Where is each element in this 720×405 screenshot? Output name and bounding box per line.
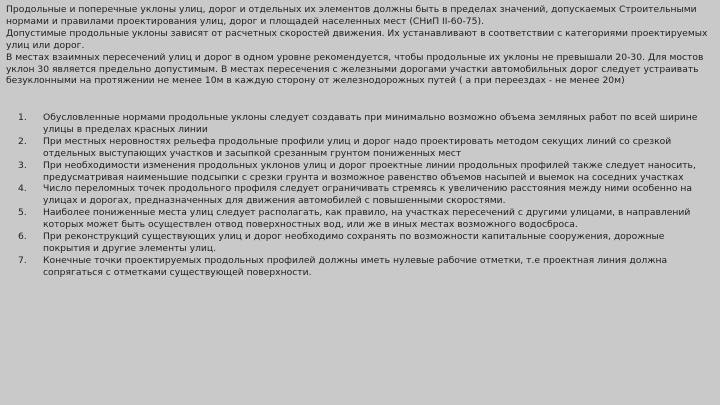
list-item — [6, 136, 714, 160]
list-item-number: 7. — [18, 254, 27, 266]
list-item-number: 1. — [18, 112, 27, 123]
list-item-number: 3. — [18, 159, 27, 171]
list-item-number: 5. — [18, 207, 27, 219]
list-item — [6, 231, 714, 255]
intro-paragraph: Продольные и поперечные уклоны улиц, дорог и отдельных их элементов должны быть в пределах значений, допускаемых Строительными нормами и правилами проектирования улиц, дорог и площадей населенных мест (СНиП II-60-75). — [6, 4, 697, 27]
list-item-text: При местных неровностях рельефа продольные профили улиц и дорог надо проектировать методом секущих линий со срезкой отдельных выступающих участков и засыпкой срезанным грунтом пониженных мест — [43, 135, 672, 159]
numbered-list — [6, 112, 714, 279]
list-item-text: Наиболее пониженные места улиц следует располагать, как правило, на участках пересечений с другими улицами, в направлений которых может быть осуществлен отвод поверхностных вод, или же в иных местах возможного водосброса. — [43, 207, 691, 231]
list-item — [6, 112, 714, 136]
intro-paragraph: В местах взаимных пересечений улиц и дорог в одном уровне рекомендуется, чтобы продольные их уклоны не превышали 20-30. Для мостов уклон 30 является предельно допустимым. В местах пересечения с железными дорогами участки автомобильных дорог следует устраивать безуклонными на протяжении не менее 10м в каждую сторону от железнодорожных путей ( а при переездах - не менее 20м) — [6, 51, 704, 87]
list-item-text: При необходимости изменения продольных уклонов улиц и дорог проектные линии продольных профилей также следует наносить, предусматривая наименьшие подсыпки с срезки грунта и возможное равенство объемов насыпей и выемок на соседних участках — [43, 159, 696, 183]
list-item-number: 4. — [18, 183, 27, 195]
list-item-number: 6. — [18, 231, 27, 243]
list-item — [6, 160, 714, 184]
list-item-text: Число переломных точек продольного профиля следует ограничивать стремясь к увеличению расстояния между ними особенно на улицах и дорогах, предназначенных для движения автомобилей с повышенными скоростями. — [43, 183, 693, 207]
intro-text — [6, 4, 714, 87]
intro-paragraph: Допустимые продольные уклоны зависят от расчетных скоростей движения. Их устанавливают в соответствии с категориями проектируемых улиц или дорог. — [6, 27, 708, 51]
list-item-number: 2. — [18, 135, 27, 147]
list-item-text: При реконструкций существующих улиц и дорог необходимо сохранять по возможности капитальные сооружения, дорожные покрытия и другие элементы улиц. — [43, 231, 665, 254]
list-item — [6, 255, 714, 279]
list-item — [6, 183, 714, 207]
list-item-text: Конечные точки проектируемых продольных профилей должны иметь нулевые рабочие отметки, т.е проектная линия должна сопрягаться с отметками существующей поверхности. — [43, 254, 668, 278]
list-item-text: Обусловленные нормами продольные уклоны следует создавать при минимально возможно объема земляных работ по всей ширине улицы в пределах красных линии — [43, 112, 698, 135]
list-item — [6, 207, 714, 231]
